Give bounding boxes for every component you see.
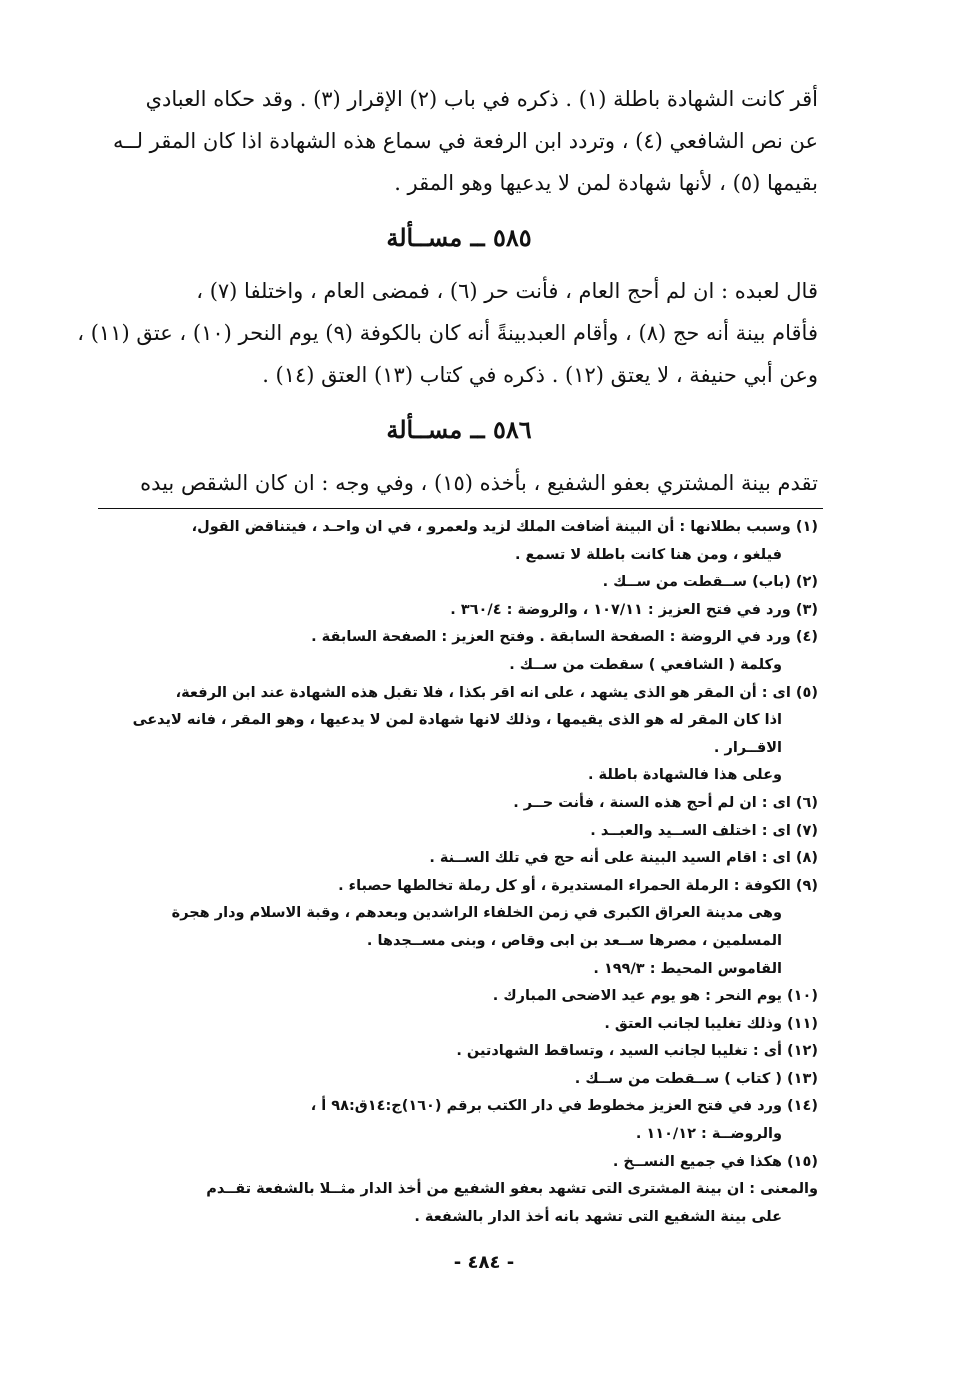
footnote-line: (١٢) أى : تغليبا لجانب السيد ، وتساقط الشهادتين . bbox=[456, 1043, 818, 1060]
footnote-line: (٧) اى : اختلف الســيد والعبــد . bbox=[590, 822, 818, 839]
text-line: فأقام بينة أنه حج (٨) ، وأقام العبدبينةً أنه كان بالكوفة (٩) يوم النحر (١٠) ، عتق (١١) ، bbox=[77, 321, 818, 345]
footnote-line: (١١) وذلك تغليبا لجانب العتق . bbox=[604, 1015, 818, 1032]
text-line: أقر كانت الشهادة باطلة (١) . ذكره في باب (٢) الإقرار (٣) . وقد حكاه العبادي bbox=[145, 87, 818, 111]
footnotes bbox=[100, 514, 818, 1231]
text-line: بقيمها (٥) ، لأنها شهادة لمن لا يدعيها وهو المقر . bbox=[394, 171, 818, 195]
main-text bbox=[77, 78, 818, 504]
footnote-line: والروضــة : ١١٠/١٢ . bbox=[635, 1126, 782, 1143]
text-line: تقدم بينة المشتري بعفو الشفيع ، بأخذه (١٥) ، وفي وجه : ان كان الشقص بيده bbox=[140, 471, 818, 495]
footnote-line: وكلمة ( الشافعي ) سقطت من ســك . bbox=[509, 656, 782, 673]
footnote-line: على بينة الشفيع التى تشهد بانه أخذ الدار بالشفعة . bbox=[414, 1208, 782, 1225]
footnote-line: اذا كان المقر له هو الذى يقيمها ، وذلك لانها شهادة لمن لا يدعيها ، وهو المقر ، فانه لايدعى bbox=[132, 712, 782, 729]
footnote-line: (١٣) ( كتاب ) ســقطت من ســك . bbox=[574, 1070, 818, 1087]
footnote-line: (١٤) ورد في فتح العزيز مخطوط في دار الكتب برقم (١٦٠)ج:١٤ق:٩٨ أ ، bbox=[310, 1098, 818, 1115]
text-line: عن نص الشافعي (٤) ، وتردد ابن الرفعة في سماع هذه الشهادة اذا كان المقر لــه bbox=[113, 129, 818, 153]
footnote-line: (١٥) هكذا في جميع النســخ . bbox=[612, 1153, 818, 1170]
footnote-line: (٤) ورد في الروضة : الصفحة السابقة . وفتح العزيز : الصفحة السابقة . bbox=[311, 629, 818, 646]
text-line: وعن أبي حنيفة ، لا يعتق (١٢) . ذكره في كتاب (١٣) العتق (١٤) . bbox=[262, 363, 818, 387]
footnote-line: والمعنى : ان بينة المشترى التى تشهد بعفو الشفيع من أخذ الدار مثــلا بالشفعة تقــدم bbox=[206, 1181, 818, 1198]
footnote-line: (٩) الكوفة : الرملة الحمراء المستديرة ، أو كل رملة تخالطها حصباء . bbox=[338, 877, 818, 894]
footnote-line: (١٠) يوم النحر : هو يوم عيد الاضحى المبارك . bbox=[492, 988, 818, 1005]
footnote-line: (٣) ورد في فتح العزيز : ١٠٧/١١ ، والروضة : ٣٦٠/٤ . bbox=[450, 601, 818, 618]
footnote-line: (٥) اى : أن المقر هو الذى يشهد ، على انه اقر بكذا ، فلا تقبل هذه الشهادة عند ابن الرفعة، bbox=[175, 684, 818, 701]
footnote-line: وهى مدينة العراق الكبرى في زمن الخلفاء الراشدين وبعدهم ، وقبة الاسلام ودار هجرة bbox=[171, 905, 782, 922]
footnote-line: (٢) (باب) ســقطت من ســك . bbox=[602, 574, 818, 591]
footnote-line: (١) وسبب بطلانها : أن البينة أضافت الملك لزيد ولعمرو ، في ان واحـد ، فيتناقض القول، bbox=[191, 519, 818, 535]
paragraph bbox=[100, 462, 818, 504]
section-heading: ٥٨٥ ــ مســألة bbox=[386, 223, 532, 252]
footnote-divider bbox=[98, 508, 823, 509]
footnote-line: (٨) اى : اقام السيد البينة على أنه حج في تلك الســنة . bbox=[429, 850, 818, 867]
text-line: قال لعبده : ان لم أحج العام ، فأنت حر (٦) ، فمضى العام ، واختلفا (٧) ، bbox=[196, 279, 818, 303]
footnote-line: الاقــرار . bbox=[713, 739, 782, 756]
footnote-line: المسلمين ، مصرها ســعد بن ابى وقاص ، وبنى مســجدها . bbox=[366, 932, 782, 949]
footnote-line: (٦) اى : ان لم أحج هذه السنة ، فأنت حــر . bbox=[513, 794, 818, 811]
footnote-line: فيلغو ، ومن هنا كانت باطلة لا تسمع . bbox=[514, 546, 782, 563]
footnote-line: وعلى هذا فالشهادة باطلة . bbox=[587, 767, 782, 784]
footnote-line: القاموس المحيط : ١٩٩/٣ . bbox=[593, 960, 782, 977]
section-heading: ٥٨٦ ــ مســألة bbox=[386, 415, 532, 444]
page-number: - ٤٨٤ - bbox=[453, 1252, 515, 1273]
paragraph bbox=[77, 270, 818, 396]
paragraph bbox=[100, 78, 818, 204]
